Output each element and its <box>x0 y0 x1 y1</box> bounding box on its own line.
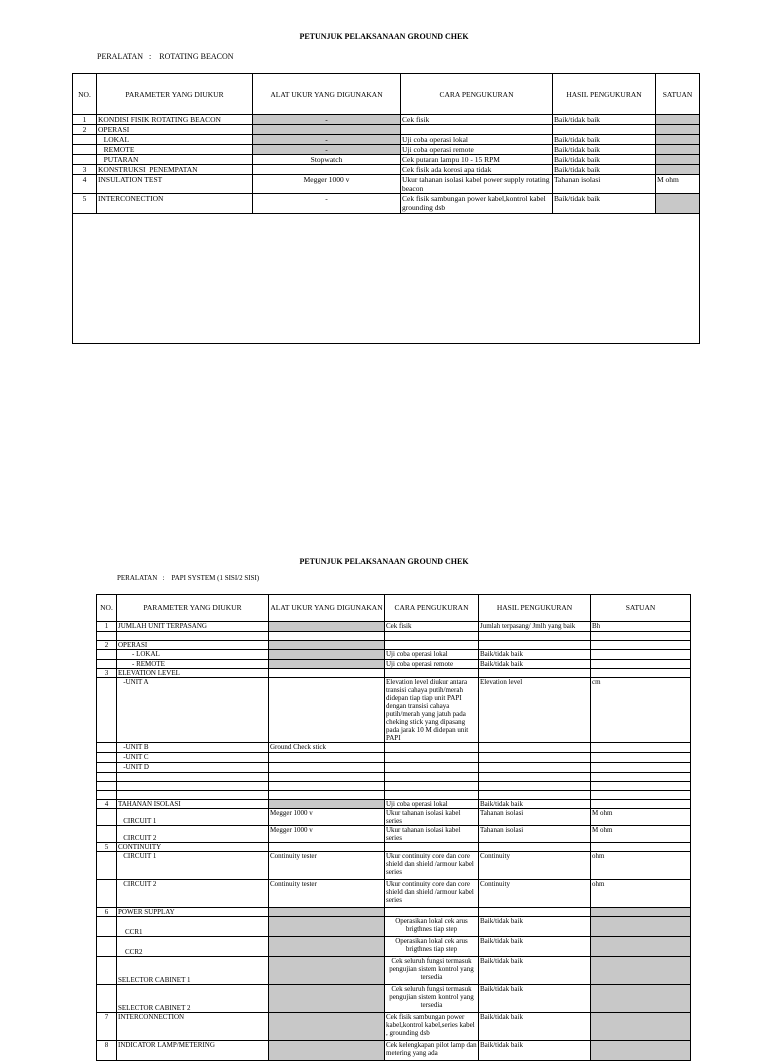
cell-alat: Megger 1000 v <box>269 826 385 843</box>
cell-cara: Cek kelengkapan pilot lamp dan metering yang ada <box>385 1041 479 1061</box>
table-row <box>97 957 691 985</box>
header-satuan: SATUAN <box>591 595 691 622</box>
cell-cara: Uji coba operasi lokal <box>385 650 479 660</box>
cell-alat: - <box>253 194 401 214</box>
cell-alat <box>269 641 385 650</box>
cell-cara <box>385 632 479 641</box>
cell-cara: Cek fisik ada korosi apa tidak <box>401 165 553 175</box>
cell-cara <box>385 763 479 773</box>
cell-cara <box>385 753 479 763</box>
cell-cara: Ukur continuity core dan core shield dan shield /armour kabel series <box>385 880 479 908</box>
cell-hasil: Elevation level <box>479 678 591 743</box>
cell-satuan <box>591 763 691 773</box>
page1-equipment: PERALATAN : ROTATING BEACON <box>97 52 234 61</box>
cell-no <box>73 155 97 165</box>
table-header <box>73 74 700 115</box>
cell-no <box>97 826 117 843</box>
cell-parameter: OPERASI <box>97 125 253 135</box>
cell-satuan <box>656 145 700 155</box>
cell-parameter: LOKAL <box>97 135 253 145</box>
cell-parameter: -UNIT B <box>117 743 269 753</box>
cell-satuan: ohm <box>591 880 691 908</box>
cell-hasil: Continuity <box>479 852 591 880</box>
cell-cara: Operasikan lokal cek arus brigthnes tiap step <box>385 937 479 957</box>
cell-hasil <box>479 843 591 852</box>
cell-satuan: ohm <box>591 852 691 880</box>
cell-alat: Continuity tester <box>269 880 385 908</box>
cell-cara: Cek putaran lampu 10 - 15 RPM <box>401 155 553 165</box>
table-row <box>97 908 691 917</box>
cell-cara: Uji coba operasi lokal <box>385 800 479 809</box>
cell-hasil: Tahanan isolasi <box>479 826 591 843</box>
table-row <box>97 1041 691 1061</box>
cell-hasil: Baik/tidak baik <box>553 145 656 155</box>
cell-no <box>97 957 117 985</box>
cell-satuan <box>591 957 691 985</box>
cell-no <box>97 880 117 908</box>
cell-satuan <box>656 165 700 175</box>
table-row <box>97 1013 691 1041</box>
cell-parameter: INDICATOR LAMP/METERING <box>117 1041 269 1061</box>
cell-no <box>73 135 97 145</box>
cell-no: 3 <box>73 165 97 175</box>
cell-cara: Cek fisik sambungan power kabel,kontrol kabel,series kabel , grounding dsb <box>385 1013 479 1041</box>
cell-no <box>97 985 117 1013</box>
cell-cara: Elevation level diukur antara transisi cahaya putih/merah didepan tiap tiap unit PAPI dengan transisi cahaya putih/merah yang jatuh pada cheking stick yang dipasang pada jarak 10 M didepan unit PAPI <box>385 678 479 743</box>
cell-satuan <box>591 908 691 917</box>
cell-parameter: TAHANAN ISOLASI <box>117 800 269 809</box>
cell-alat: Megger 1000 v <box>253 175 401 194</box>
table-row <box>97 622 691 632</box>
cell-parameter: OPERASI <box>117 641 269 650</box>
table-papi-system <box>96 594 691 1061</box>
cell-cara: Cek fisik sambungan power kabel,kontrol kabel grounding dsb <box>401 194 553 214</box>
cell-no: 3 <box>97 669 117 678</box>
cell-hasil: Baik/tidak baik <box>553 194 656 214</box>
cell-hasil <box>479 908 591 917</box>
cell-cara: Uji coba operasi lokal <box>401 135 553 145</box>
cell-hasil: Baik/tidak baik <box>479 650 591 660</box>
cell-cara <box>385 641 479 650</box>
table-header <box>97 595 691 622</box>
cell-hasil: Baik/tidak baik <box>479 917 591 937</box>
cell-parameter: SELECTOR CABINET 1 <box>117 957 269 985</box>
table-row <box>97 826 691 843</box>
cell-cara: Operasikan lokal cek arus brigthnes tiap step <box>385 917 479 937</box>
cell-satuan <box>591 917 691 937</box>
cell-parameter: CCR1 <box>117 917 269 937</box>
cell-satuan <box>591 660 691 669</box>
table-rotating-beacon <box>72 73 700 344</box>
cell-no <box>97 852 117 880</box>
cell-cara: Ukur tahanan isolasi kabel series <box>385 826 479 843</box>
cell-alat <box>269 773 385 782</box>
cell-parameter: CCR2 <box>117 937 269 957</box>
page2-equipment: PERALATAN : PAPI SYSTEM (1 SISI/2 SISI) <box>117 574 260 582</box>
cell-no: 2 <box>73 125 97 135</box>
table-row <box>97 917 691 937</box>
page2-title: PETUNJUK PELAKSANAAN GROUND CHEK <box>299 557 469 566</box>
cell-no <box>97 782 117 791</box>
cell-cara: Cek seluruh fungsi termasuk pengujian sistem kontrol yang tersedia <box>385 957 479 985</box>
cell-hasil: Jumlah terpasang/ Jmlh yang baik <box>479 622 591 632</box>
cell-parameter: -UNIT A <box>117 678 269 743</box>
cell-no <box>97 632 117 641</box>
cell-hasil <box>479 753 591 763</box>
cell-alat <box>269 800 385 809</box>
cell-parameter: CIRCUIT 1 <box>117 809 269 826</box>
cell-parameter: KONDISI FISIK ROTATING BEACON <box>97 115 253 125</box>
cell-satuan <box>591 650 691 660</box>
cell-no: 5 <box>73 194 97 214</box>
cell-alat <box>269 763 385 773</box>
cell-no <box>97 678 117 743</box>
table-row <box>73 125 700 135</box>
cell-cara <box>385 908 479 917</box>
cell-parameter: -UNIT C <box>117 753 269 763</box>
table-row <box>97 800 691 809</box>
table-row <box>73 145 700 155</box>
table-row <box>97 880 691 908</box>
cell-satuan <box>591 1013 691 1041</box>
cell-satuan <box>591 937 691 957</box>
table-row <box>73 135 700 145</box>
cell-parameter: - REMOTE <box>117 660 269 669</box>
cell-no <box>97 937 117 957</box>
cell-cara: Ukur tahanan isolasi kabel series <box>385 809 479 826</box>
table-row <box>97 809 691 826</box>
cell-parameter: -UNIT D <box>117 763 269 773</box>
cell-parameter: ELEVATION LEVEL <box>117 669 269 678</box>
cell-satuan <box>591 753 691 763</box>
cell-no <box>97 773 117 782</box>
cell-parameter: CIRCUIT 2 <box>117 826 269 843</box>
cell-hasil: Tahanan isolasi <box>479 809 591 826</box>
cell-no: 8 <box>97 1041 117 1061</box>
table-row <box>97 641 691 650</box>
cell-satuan <box>656 155 700 165</box>
cell-hasil <box>479 782 591 791</box>
cell-satuan <box>656 115 700 125</box>
cell-alat: - <box>253 135 401 145</box>
cell-parameter: POWER SUPPLAY <box>117 908 269 917</box>
cell-hasil <box>479 791 591 800</box>
cell-alat <box>269 791 385 800</box>
cell-satuan <box>591 669 691 678</box>
cell-alat: Ground Check stick <box>269 743 385 753</box>
cell-cara: Uji coba operasi remote <box>385 660 479 669</box>
cell-satuan <box>656 135 700 145</box>
table-row <box>97 937 691 957</box>
cell-cara: Cek seluruh fungsi termasuk pengujian sistem kontrol yang tersedia <box>385 985 479 1013</box>
cell-satuan <box>591 782 691 791</box>
cell-hasil: Baik/tidak baik <box>553 135 656 145</box>
cell-hasil <box>479 763 591 773</box>
cell-no <box>97 753 117 763</box>
cell-alat: Megger 1000 v <box>269 809 385 826</box>
cell-hasil: Baik/tidak baik <box>479 937 591 957</box>
cell-alat <box>269 985 385 1013</box>
cell-parameter: KONSTRUKSI PENEMPATAN <box>97 165 253 175</box>
cell-hasil: Baik/tidak baik <box>479 985 591 1013</box>
cell-satuan <box>591 641 691 650</box>
cell-hasil <box>479 641 591 650</box>
cell-satuan <box>591 985 691 1013</box>
header-no: NO. <box>97 595 117 622</box>
cell-alat <box>269 753 385 763</box>
cell-hasil: Baik/tidak baik <box>479 1013 591 1041</box>
cell-hasil: Baik/tidak baik <box>479 1041 591 1061</box>
table-row <box>97 791 691 800</box>
cell-alat <box>269 782 385 791</box>
header-satuan: SATUAN <box>656 74 700 115</box>
cell-hasil: Baik/tidak baik <box>553 115 656 125</box>
cell-cara <box>385 669 479 678</box>
cell-no <box>97 743 117 753</box>
cell-hasil: Baik/tidak baik <box>479 957 591 985</box>
header-cara: CARA PENGUKURAN <box>385 595 479 622</box>
cell-cara: Cek fisik <box>385 622 479 632</box>
cell-no <box>97 660 117 669</box>
cell-satuan <box>591 773 691 782</box>
cell-satuan <box>591 632 691 641</box>
cell-parameter <box>117 782 269 791</box>
cell-cara <box>401 125 553 135</box>
cell-satuan <box>591 743 691 753</box>
cell-no <box>97 650 117 660</box>
cell-cara <box>385 791 479 800</box>
cell-parameter: INTERCONECTION <box>97 194 253 214</box>
header-cara: CARA PENGUKURAN <box>401 74 553 115</box>
cell-no <box>97 763 117 773</box>
cell-no <box>97 809 117 826</box>
cell-no: 4 <box>97 800 117 809</box>
cell-satuan <box>656 194 700 214</box>
cell-cara <box>385 782 479 791</box>
cell-alat: - <box>253 115 401 125</box>
cell-alat: - <box>253 145 401 155</box>
cell-no <box>97 917 117 937</box>
cell-no: 4 <box>73 175 97 194</box>
table-row <box>97 843 691 852</box>
cell-alat <box>269 622 385 632</box>
cell-cara: Cek fisik <box>401 115 553 125</box>
table-row <box>97 669 691 678</box>
cell-parameter: INTERCONNECTION <box>117 1013 269 1041</box>
cell-cara <box>385 773 479 782</box>
cell-satuan: Bh <box>591 622 691 632</box>
cell-alat <box>269 957 385 985</box>
table-row <box>73 175 700 194</box>
cell-alat <box>253 165 401 175</box>
page1-title: PETUNJUK PELAKSANAAN GROUND CHEK <box>299 32 469 41</box>
table-row <box>97 632 691 641</box>
cell-hasil: Continuity <box>479 880 591 908</box>
cell-alat <box>269 632 385 641</box>
table-row <box>97 985 691 1013</box>
cell-satuan: M ohm <box>591 809 691 826</box>
cell-alat <box>269 937 385 957</box>
cell-hasil <box>479 669 591 678</box>
header-alat: ALAT UKUR YANG DIGUNAKAN <box>253 74 401 115</box>
cell-alat <box>269 917 385 937</box>
cell-parameter <box>117 791 269 800</box>
table-row <box>73 165 700 175</box>
cell-hasil <box>479 773 591 782</box>
table-row <box>73 194 700 214</box>
table-row <box>97 852 691 880</box>
cell-alat: Stopwatch <box>253 155 401 165</box>
cell-satuan: M ohm <box>591 826 691 843</box>
cell-cara <box>385 743 479 753</box>
header-alat: ALAT UKUR YANG DIGUNAKAN <box>269 595 385 622</box>
cell-no: 1 <box>73 115 97 125</box>
cell-parameter: JUMLAH UNIT TERPASANG <box>117 622 269 632</box>
table-row <box>97 660 691 669</box>
cell-alat <box>269 1041 385 1061</box>
cell-parameter: CIRCUIT 2 <box>117 880 269 908</box>
cell-no: 7 <box>97 1013 117 1041</box>
cell-cara: Uji coba operasi remote <box>401 145 553 155</box>
table-row <box>97 650 691 660</box>
cell-cara: Ukur tahanan isolasi kabel power supply rotating beacon <box>401 175 553 194</box>
cell-no: 5 <box>97 843 117 852</box>
cell-alat <box>269 908 385 917</box>
cell-hasil: Baik/tidak baik <box>553 165 656 175</box>
cell-satuan <box>656 125 700 135</box>
table-row <box>97 782 691 791</box>
cell-alat <box>269 660 385 669</box>
cell-satuan: cm <box>591 678 691 743</box>
cell-alat <box>269 678 385 743</box>
table-row <box>73 115 700 125</box>
table-row <box>97 678 691 743</box>
cell-cara: Ukur continuity core dan core shield dan shield /armour kabel series <box>385 852 479 880</box>
cell-alat <box>269 843 385 852</box>
cell-alat <box>269 650 385 660</box>
table-row <box>97 773 691 782</box>
table-row <box>97 763 691 773</box>
cell-hasil <box>479 632 591 641</box>
cell-alat: Continuity tester <box>269 852 385 880</box>
cell-satuan <box>591 791 691 800</box>
cell-alat <box>269 669 385 678</box>
table-row <box>73 155 700 165</box>
header-parameter: PARAMETER YANG DIUKUR <box>117 595 269 622</box>
cell-satuan <box>591 1041 691 1061</box>
cell-no <box>73 145 97 155</box>
cell-no: 2 <box>97 641 117 650</box>
cell-satuan <box>591 843 691 852</box>
header-hasil: HASIL PENGUKURAN <box>553 74 656 115</box>
cell-parameter: PUTARAN <box>97 155 253 165</box>
cell-hasil: Baik/tidak baik <box>553 155 656 165</box>
cell-no: 6 <box>97 908 117 917</box>
cell-parameter: - LOKAL <box>117 650 269 660</box>
cell-no <box>97 791 117 800</box>
cell-parameter: SELECTOR CABINET 2 <box>117 985 269 1013</box>
cell-parameter: REMOTE <box>97 145 253 155</box>
cell-alat <box>269 1013 385 1041</box>
header-no: NO. <box>73 74 97 115</box>
cell-parameter <box>117 773 269 782</box>
cell-cara <box>385 843 479 852</box>
header-hasil: HASIL PENGUKURAN <box>479 595 591 622</box>
cell-alat <box>253 125 401 135</box>
cell-parameter <box>117 632 269 641</box>
cell-parameter: INSULATION TEST <box>97 175 253 194</box>
table-row <box>97 753 691 763</box>
cell-hasil: Tahanan isolasi <box>553 175 656 194</box>
cell-hasil: Baik/tidak baik <box>479 800 591 809</box>
cell-hasil <box>479 743 591 753</box>
blank-area <box>73 214 700 344</box>
cell-no: 1 <box>97 622 117 632</box>
cell-hasil: Baik/tidak baik <box>479 660 591 669</box>
table-row <box>97 743 691 753</box>
cell-parameter: CIRCUIT 1 <box>117 852 269 880</box>
cell-satuan: M ohm <box>656 175 700 194</box>
header-parameter: PARAMETER YANG DIUKUR <box>97 74 253 115</box>
cell-satuan <box>591 800 691 809</box>
cell-hasil <box>553 125 656 135</box>
cell-parameter: CONTINUITY <box>117 843 269 852</box>
